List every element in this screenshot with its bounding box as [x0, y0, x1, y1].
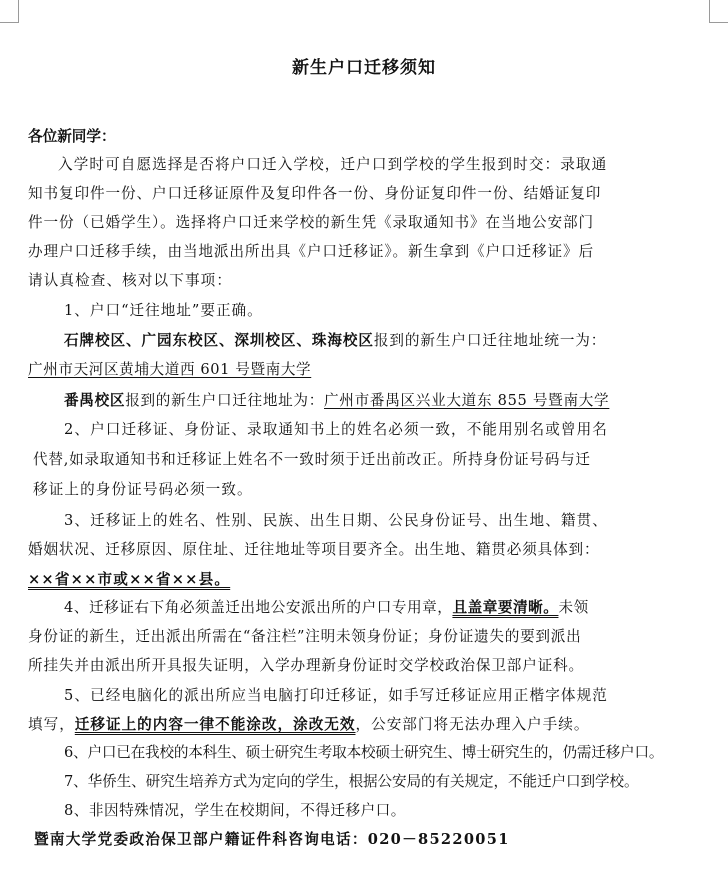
location-format: ××省××市或××省××县。	[28, 571, 231, 588]
item-2: 2、户口迁移证、身份证、录取通知书上的姓名必须一致，不能用别名或曾用名	[64, 421, 608, 438]
campus-names: 石牌校区、广园东校区、深圳校区、珠海校区	[64, 332, 374, 349]
campus-address-text: 报到的新生户口迁往地址统一为：	[373, 332, 607, 349]
item-4-text-end: 未领	[558, 599, 589, 616]
paragraph-line: 移证上的身份证号码必须一致。	[33, 481, 253, 498]
paragraph-line: 婚姻状况、迁移原因、原住址、迁往地址等项目要齐全。出生地、籍贯必须具体到：	[28, 541, 600, 558]
item-6: 6、户口已在我校的本科生、硕士研究生考取本校硕士研究生、博士研究生的，仍需迁移户口。	[64, 744, 664, 761]
contact-footer: 暨南大学党委政治保卫部户籍证件科咨询电话：020－85220051	[34, 831, 510, 848]
item-7: 7、华侨生、研究生培养方式为定向的学生，根据公安局的有关规定，不能迁户口到学校。	[64, 773, 639, 790]
greeting: 各位新同学：	[28, 128, 116, 145]
item-5-text-end: ，公安部门将无法办理入户手续。	[355, 716, 590, 733]
item-3: 3、迁移证上的姓名、性别、民族、出生日期、公民身份证号、出生地、籍贯、	[64, 512, 608, 529]
item-8: 8、非因特殊情况，学生在校期间，不得迁移户口。	[64, 802, 406, 819]
paragraph-line: 所挂失并由派出所开具报失证明，入学办理新身份证时交学校政治保卫部户证科。	[28, 657, 584, 674]
panyu-address: 广州市番禺区兴业大道东 855 号暨南大学	[324, 392, 610, 409]
campus-address: 广州市天河区黄埔大道西 601 号暨南大学	[28, 361, 312, 378]
paragraph-line: 入学时可自愿选择是否将户口迁入学校，迁户口到学校的学生报到时交：录取通	[58, 156, 608, 173]
paragraph-line: 办理户口迁移手续，由当地派出所出具《户口迁移证》。新生拿到《户口迁移证》后	[28, 243, 594, 260]
paragraph-line: 身份证的新生，迁出派出所需在“备注栏”注明未领身份证；身份证遗失的要到派出	[28, 628, 582, 645]
item-1: 1、户口“迁往地址”要正确。	[64, 302, 263, 319]
panyu-address-line	[64, 391, 609, 411]
no-alteration-note: 迁移证上的内容一律不能涂改，涂改无效	[74, 716, 356, 733]
page-corner-mark-right	[709, 0, 728, 23]
campus-address-line	[64, 331, 606, 351]
paragraph-line: 件一份（已婚学生）。选择将户口迁来学校的新生凭《录取通知书》在当地公安部门	[28, 214, 594, 231]
panyu-campus-name: 番禺校区	[64, 392, 126, 409]
document-title: 新生户口迁移须知	[292, 58, 436, 78]
no-alteration-line	[28, 715, 589, 735]
stamp-clear-note: 且盖章要清晰。	[452, 599, 559, 616]
item-5-text: 填写，	[28, 716, 75, 733]
item-5: 5、已经电脑化的派出所应当电脑打印迁移证，如手写迁移证应用正楷字体规范	[64, 687, 608, 704]
paragraph-line: 代替,如录取通知书和迁移证上姓名不一致时须于迁出前改正。所持身份证号码与迁	[33, 451, 591, 468]
page-corner-mark-left	[0, 0, 19, 23]
paragraph-line: 知书复印件一份、户口迁移证原件及复印件各一份、身份证复印件一份、结婚证复印	[28, 185, 602, 202]
paragraph-line: 请认真检查、核对以下事项：	[28, 272, 233, 289]
panyu-address-text: 报到的新生户口迁往地址为：	[125, 392, 325, 409]
item-4	[64, 598, 589, 618]
item-4-text: 4、迁移证右下角必须盖迁出地公安派出所的户口专用章，	[64, 599, 453, 616]
